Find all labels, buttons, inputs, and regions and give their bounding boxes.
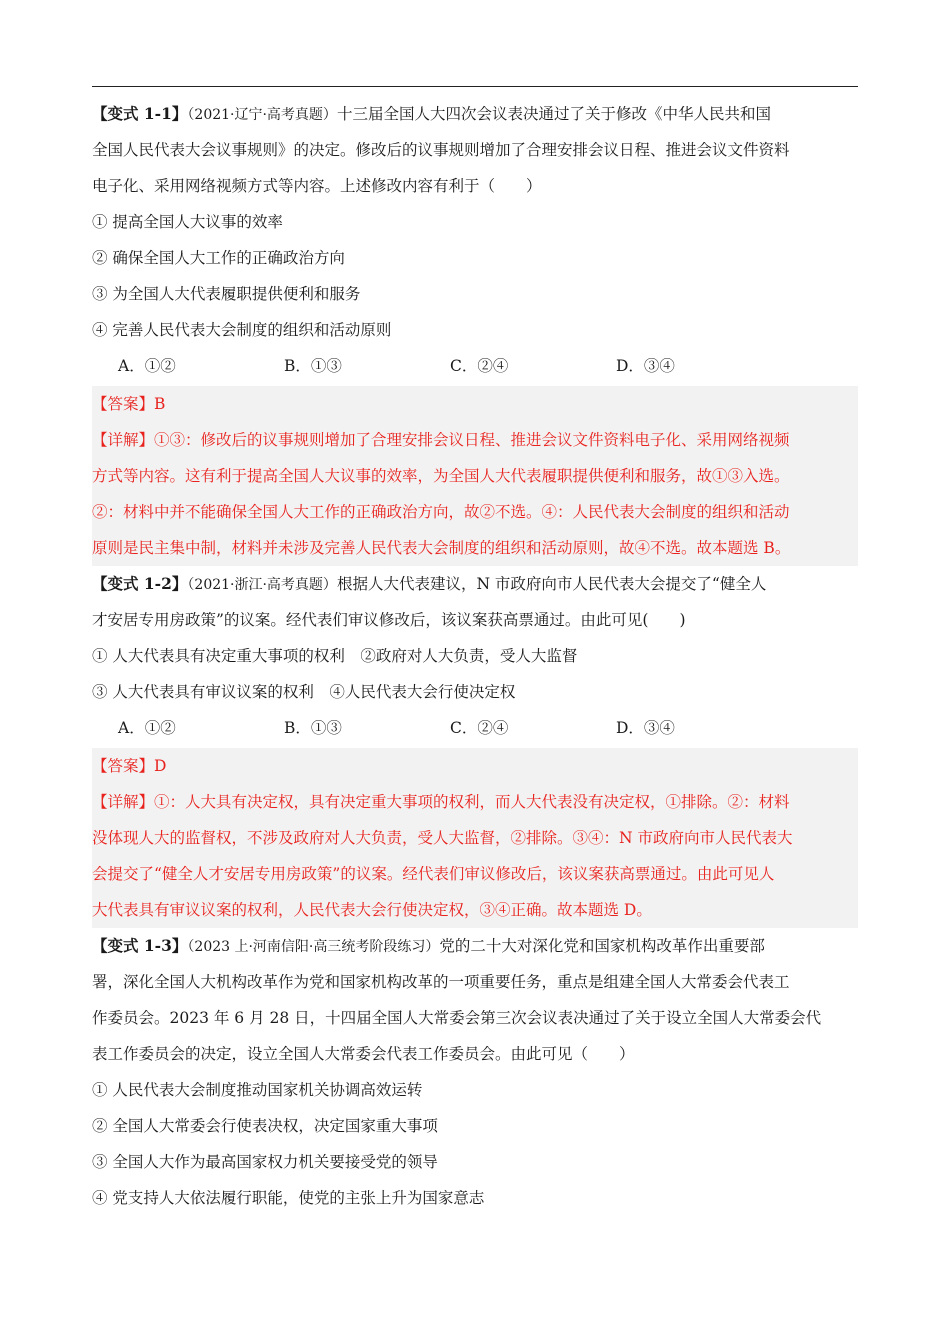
answer-choices [92,348,858,384]
choice-a: A．①② [118,357,176,375]
stem-text: 十三届全国人大四次会议表决通过了关于修改《中华人民共和国 [336,105,771,123]
question-stem-line [92,96,858,132]
question-stem-line: 才安居专用房政策”的议案。经代表们审议修改后，该议案获高票通过。由此可见( ) [92,611,686,629]
choice-b: B．①③ [284,719,342,737]
detail-line: 没体现人大的监督权，不涉及政府对人大负责，受人大监督，②排除。③④：N 市政府向市人民代表大 [92,829,793,847]
question-stem-line: 署，深化全国人大机构改革作为党和国家机构改革的一项重要任务，重点是组建全国人大常委会代表工 [92,973,790,991]
question-3 [92,928,858,1216]
option-statement: ③ 人大代表具有审议议案的权利 ④人民代表大会行使决定权 [92,683,516,701]
detail-line: 原则是民主集中制，材料并未涉及完善人民代表大会制度的组织和活动原则，故④不选。故本题选 B。 [92,539,791,557]
question-tag: 【变式 1-3】 [92,936,188,955]
question-tag: 【变式 1-2】 [92,574,188,593]
option-statement: ③ 全国人大作为最高国家权力机关要接受党的领导 [92,1153,438,1171]
question-stem-line: 表工作委员会的决定，设立全国人大常委会代表工作委员会。由此可见（ ） [92,1045,635,1063]
question-1 [92,96,858,566]
header-rule [92,86,858,87]
option-statement: ① 人民代表大会制度推动国家机关协调高效运转 [92,1081,423,1099]
choice-c: C．②④ [450,719,509,737]
option-statement: ① 人大代表具有决定重大事项的权利 ②政府对人大负责，受人大监督 [92,647,578,665]
answer-explanation-box [92,386,858,566]
stem-text: 根据人大代表建议，N 市政府向市人民代表大会提交了“健全人 [336,575,767,593]
detail-line: 方式等内容。这有利于提高全国人大议事的效率，为全国人大代表履职提供便利和服务，故①③入选。 [92,467,790,485]
option-statement: ① 提高全国人大议事的效率 [92,213,283,231]
choice-d: D．③④ [616,719,675,737]
option-statement: ④ 完善人民代表大会制度的组织和活动原则 [92,321,392,339]
question-stem-line [92,566,858,602]
question-stem-line: 作委员会。2023 年 6 月 28 日，十四届全国人大常委会第三次会议表决通过了关于设立全国人大常委会代 [92,1009,822,1027]
option-statement: ② 确保全国人大工作的正确政治方向 [92,249,345,267]
question-stem-line [92,928,858,964]
choice-d: D．③④ [616,357,675,375]
stem-text: 党的二十大对深化党和国家机构改革作出重要部 [439,937,765,955]
question-source: （2021·浙江·高考真题） [187,577,337,593]
question-stem-line: 电子化、采用网络视频方式等内容。上述修改内容有利于（ ） [92,177,542,195]
question-2 [92,566,858,928]
document-body [92,96,858,1216]
question-source: （2021·辽宁·高考真题） [187,107,337,123]
question-stem-line: 全国人民代表大会议事规则》的决定。修改后的议事规则增加了合理安排会议日程、推进会议文件资料 [92,141,790,159]
question-source: （2023 上·河南信阳·高三统考阶段练习） [187,939,440,955]
detail-line: 大代表具有审议议案的权利，人民代表大会行使决定权，③④正确。故本题选 D。 [92,901,652,919]
option-statement: ③ 为全国人大代表履职提供便利和服务 [92,285,361,303]
answer-line: 【答案】D [92,757,167,775]
option-statement: ④ 党支持人大依法履行职能，使党的主张上升为国家意志 [92,1189,485,1207]
choice-b: B．①③ [284,357,342,375]
option-statement: ② 全国人大常委会行使表决权，决定国家重大事项 [92,1117,438,1135]
answer-line: 【答案】B [92,395,166,413]
choice-a: A．①② [118,719,176,737]
answer-choices [92,710,858,746]
detail-line: ②：材料中并不能确保全国人大工作的正确政治方向，故②不选。④：人民代表大会制度的组织和活动 [92,503,790,521]
detail-line: 【详解】①：人大具有决定权，具有决定重大事项的权利，而人大代表没有决定权，①排除。②：材料 [92,793,790,811]
answer-explanation-box [92,748,858,928]
detail-line: 会提交了“健全人才安居专用房政策”的议案。经代表们审议修改后，该议案获高票通过。由此可见人 [92,865,775,883]
choice-c: C．②④ [450,357,509,375]
question-tag: 【变式 1-1】 [92,104,188,123]
detail-line: 【详解】①③：修改后的议事规则增加了合理安排会议日程、推进会议文件资料电子化、采用网络视频 [92,431,790,449]
